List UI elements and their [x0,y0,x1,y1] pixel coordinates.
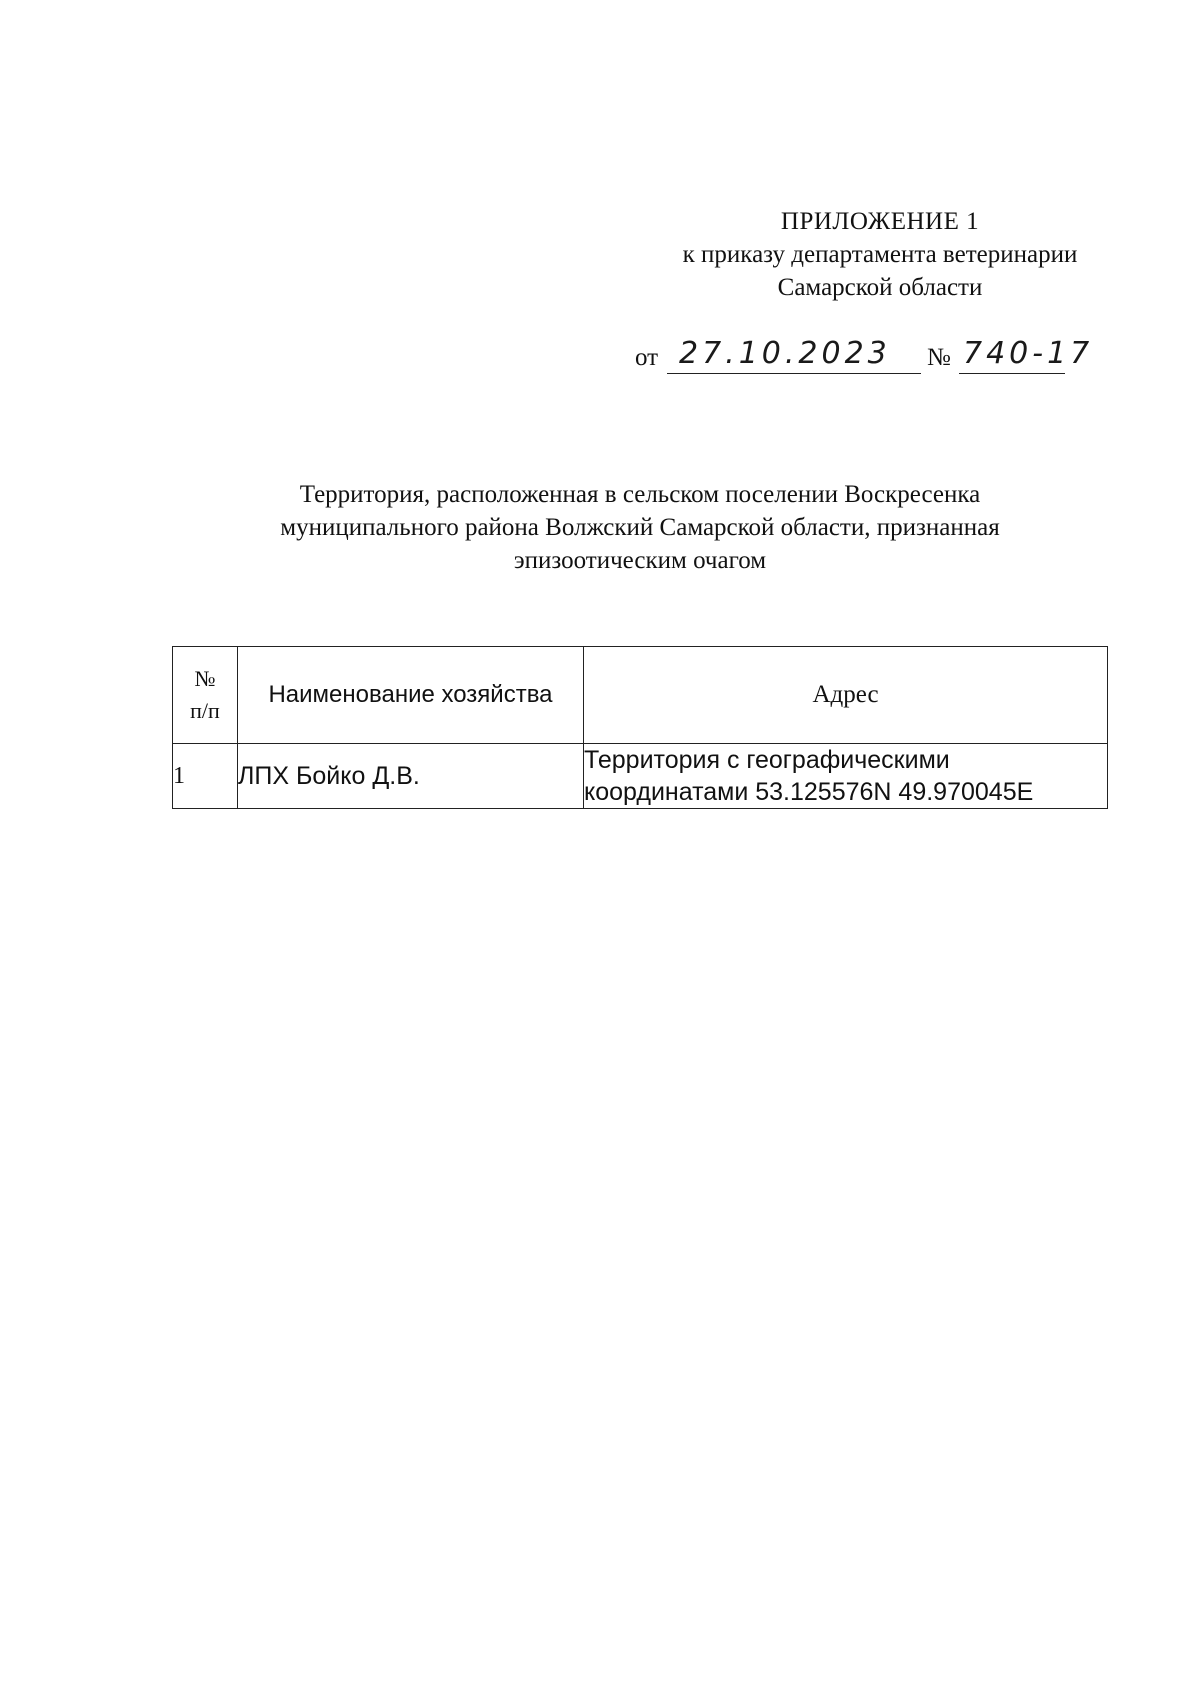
annex-reference-line1: к приказу департамента ветеринарии [682,241,1078,268]
row-farm-name: ЛПХ Бойко Д.В. [238,744,584,809]
annex-title: ПРИЛОЖЕНИЕ 1 [780,208,980,235]
row-address [584,744,1108,809]
from-label: от [635,344,659,371]
annex-block [640,205,1120,304]
annex-reference-line2: Самарской области [777,274,983,301]
number-label: № [927,344,951,371]
handwritten-date: 27.10.2023 [679,336,891,371]
header-number-pp: п/п [190,698,220,723]
table-row [173,744,1108,809]
farms-table [172,646,1108,809]
heading-line1: Территория, расположенная в сельском поселении Воскресенка [299,481,981,508]
handwritten-number: 740-17 [963,336,1094,371]
heading-line2: муниципального района Волжский Самарской области, признанная [280,514,1000,541]
number-underline [959,373,1065,374]
header-farm-name: Наименование хозяйства [238,647,584,744]
header-address: Адрес [584,647,1108,744]
table-header-row [173,647,1108,744]
header-number [173,647,238,744]
row-address-line1: Территория с географическими [584,746,950,774]
header-number-symbol: № [194,666,216,691]
date-underline [667,373,921,374]
heading-line3: эпизоотическим очагом [513,547,767,574]
row-number: 1 [173,744,238,809]
document-heading [200,478,1080,577]
order-date-number [635,336,1135,380]
row-address-line2: координатами 53.125576N 49.970045E [584,778,1034,806]
